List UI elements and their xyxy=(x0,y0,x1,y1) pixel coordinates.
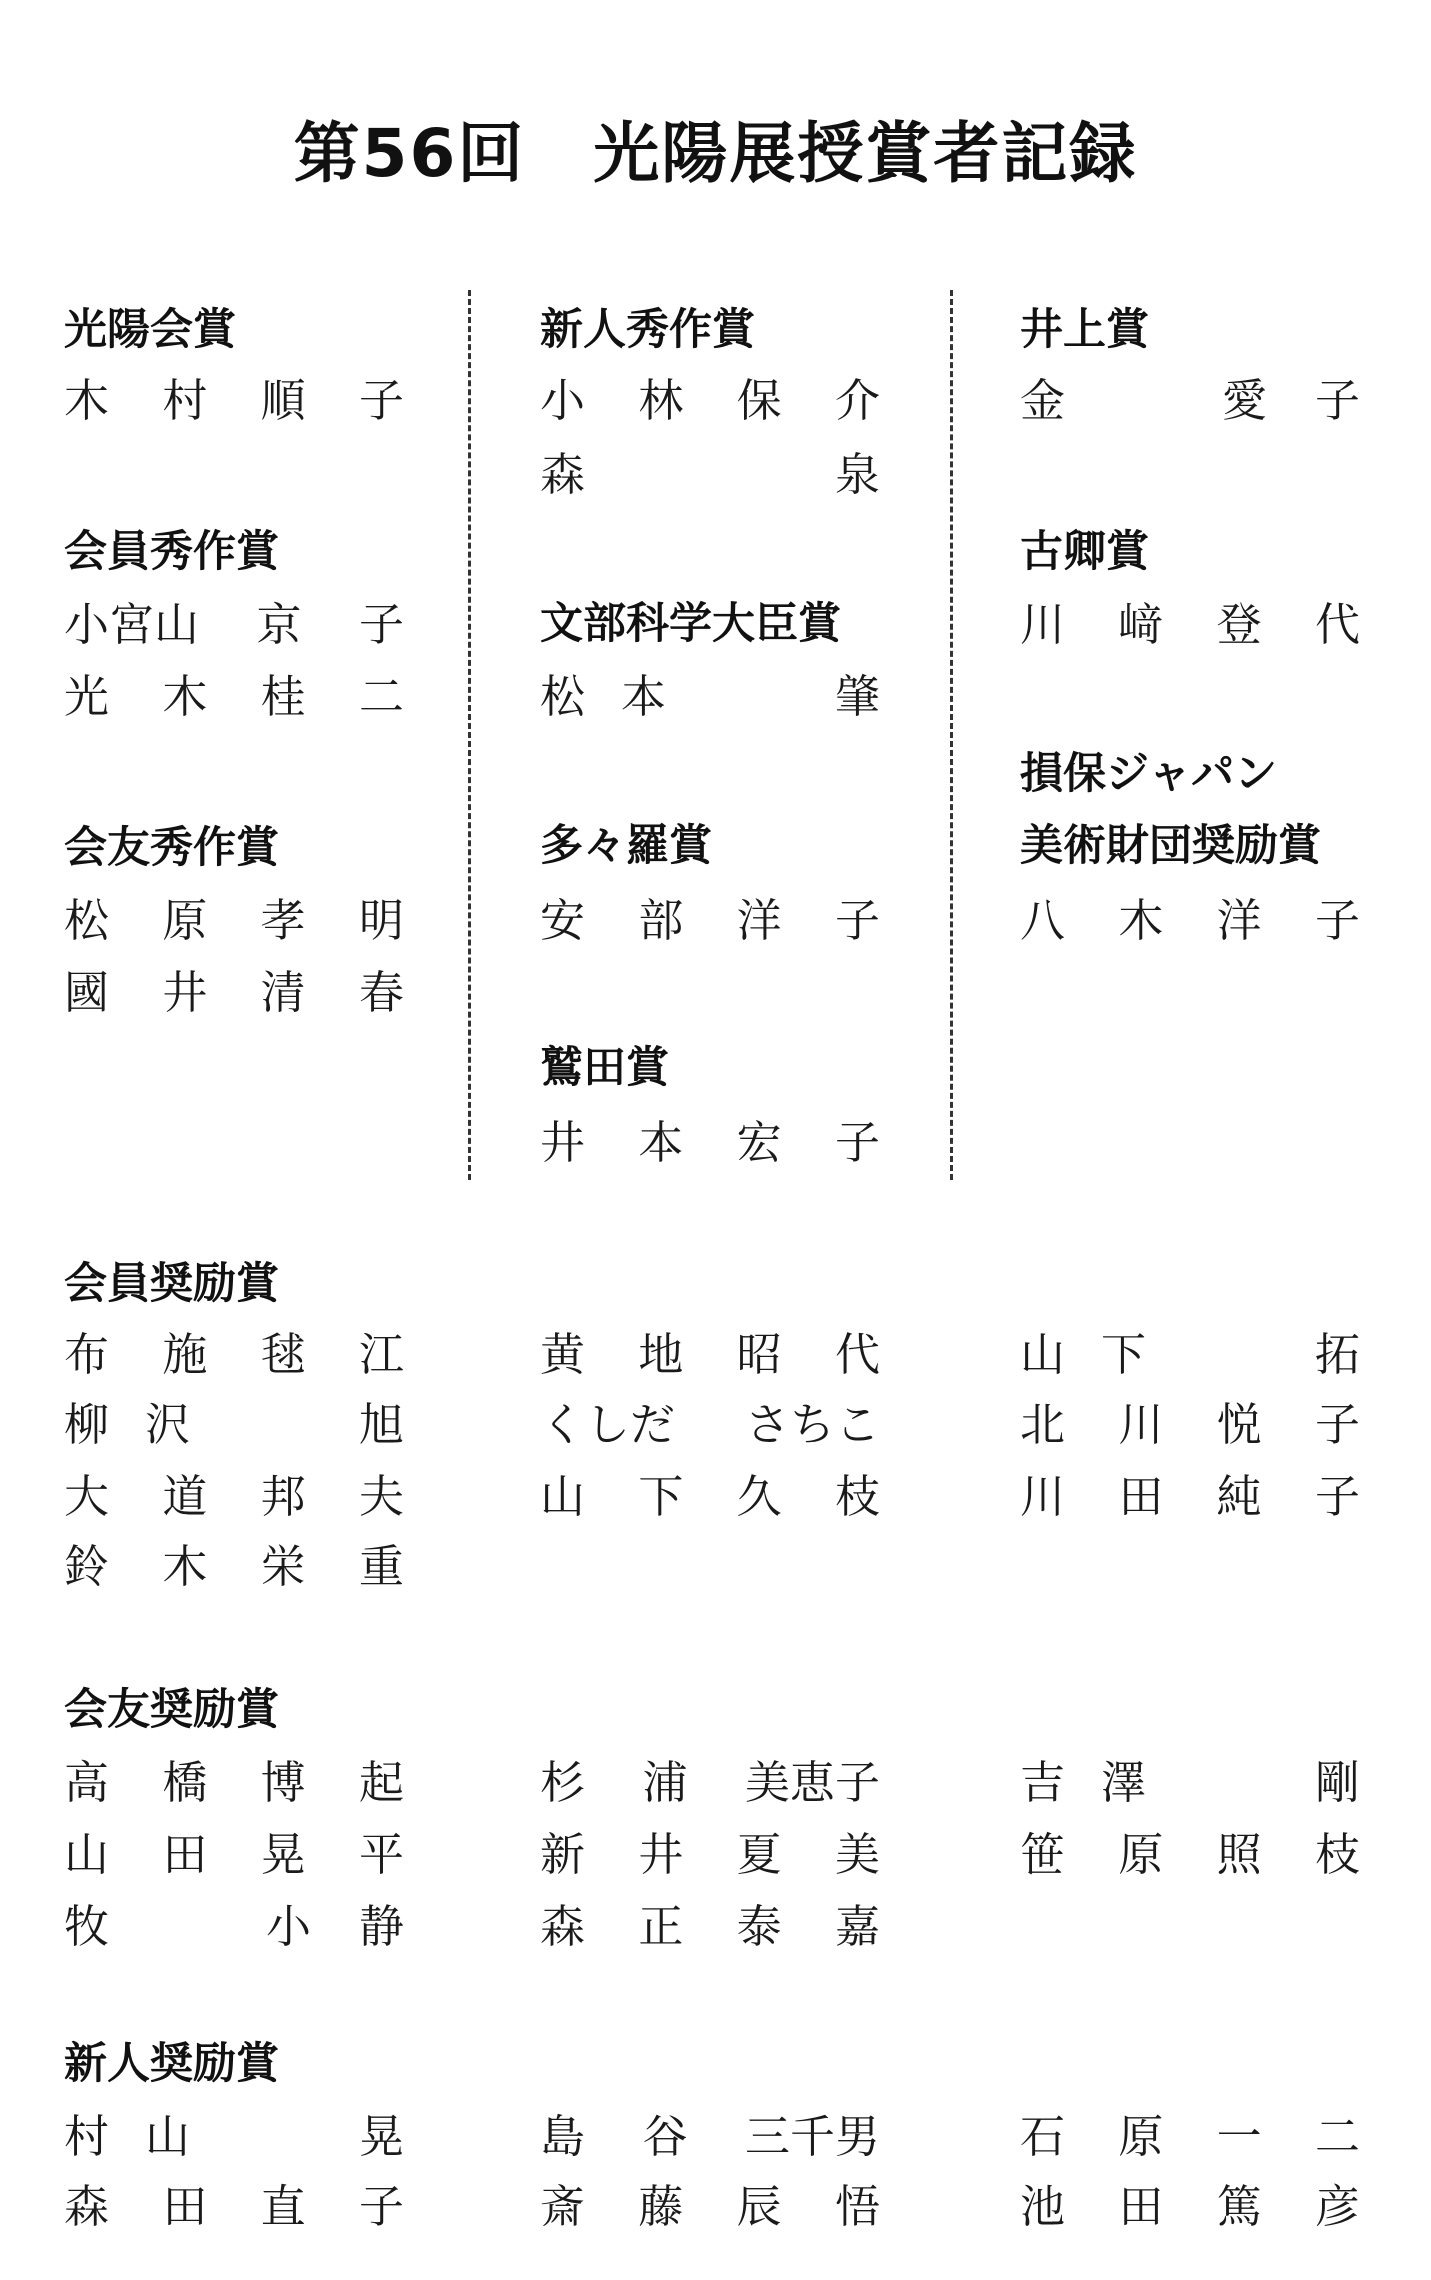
winner-name: 川 﨑 登 代 xyxy=(1020,598,1360,651)
winner-name: 安 部 洋 子 xyxy=(540,894,880,947)
winner-name: 森 泉 xyxy=(540,448,880,501)
winner-name: 斎 藤 辰 悟 xyxy=(540,2180,880,2233)
winner-name: 大 道 邦 夫 xyxy=(64,1470,404,1523)
winner-name: 森 田 直 子 xyxy=(64,2180,404,2233)
winner-name: 森 正 泰 嘉 xyxy=(540,1900,880,1953)
winner-name: 松 原 孝 明 xyxy=(64,894,404,947)
award-heading-member-encouragement: 会員奨励賞 xyxy=(64,1259,279,1309)
winner-name: 光 木 桂 二 xyxy=(64,670,404,723)
winner-name: 新 井 夏 美 xyxy=(540,1828,880,1881)
winner-name: 鈴 木 栄 重 xyxy=(64,1540,404,1593)
winner-name: 國 井 清 春 xyxy=(64,966,404,1019)
winner-name: 池 田 篤 彦 xyxy=(1020,2180,1360,2233)
winner-name: くしだ さちこ xyxy=(540,1398,880,1451)
award-heading-koyokai: 光陽会賞 xyxy=(64,305,236,355)
column-divider-right xyxy=(950,290,953,1180)
column-divider-left xyxy=(468,290,471,1180)
winner-name: 村 山 晃 xyxy=(64,2110,404,2163)
winner-name: 井 本 宏 子 xyxy=(540,1116,880,1169)
award-heading-tatara: 多々羅賞 xyxy=(540,821,712,871)
winner-name: 北 川 悦 子 xyxy=(1020,1398,1360,1451)
winner-name: 布 施 毬 江 xyxy=(64,1328,404,1381)
winner-name: 木 村 順 子 xyxy=(64,374,404,427)
award-heading-washida: 鷲田賞 xyxy=(540,1043,669,1093)
winner-name: 小宮山 京 子 xyxy=(64,598,404,651)
award-heading-sompo-line1: 損保ジャパン xyxy=(1020,749,1278,799)
winner-name: 高 橋 博 起 xyxy=(64,1756,404,1809)
winner-name: 松 本 肇 xyxy=(540,670,880,723)
winner-name: 小 林 保 介 xyxy=(540,374,880,427)
winner-name: 杉 浦 美恵子 xyxy=(540,1756,880,1809)
award-heading-kokyo: 古卿賞 xyxy=(1020,527,1149,577)
award-heading-inoue: 井上賞 xyxy=(1020,305,1149,355)
winner-name: 八 木 洋 子 xyxy=(1020,894,1360,947)
winner-name: 柳 沢 旭 xyxy=(64,1398,404,1451)
winner-name: 笹 原 照 枝 xyxy=(1020,1828,1360,1881)
award-heading-associate-excellence: 会友秀作賞 xyxy=(64,823,279,873)
winner-name: 川 田 純 子 xyxy=(1020,1470,1360,1523)
award-heading-mext-minister: 文部科学大臣賞 xyxy=(540,599,841,649)
award-heading-sompo-line2: 美術財団奨励賞 xyxy=(1020,821,1321,871)
award-heading-newcomer-encouragement: 新人奨励賞 xyxy=(64,2039,279,2089)
winner-name: 牧 小 静 xyxy=(64,1900,404,1953)
winner-name: 山 田 晃 平 xyxy=(64,1828,404,1881)
winner-name: 黄 地 昭 代 xyxy=(540,1328,880,1381)
winner-name: 山 下 久 枝 xyxy=(540,1470,880,1523)
award-heading-member-excellence: 会員秀作賞 xyxy=(64,527,279,577)
page-title: 第56回 光陽展授賞者記録 xyxy=(293,115,1138,192)
winner-name: 島 谷 三千男 xyxy=(540,2110,880,2163)
award-heading-associate-encouragement: 会友奨励賞 xyxy=(64,1685,279,1735)
winner-name: 吉 澤 剛 xyxy=(1020,1756,1360,1809)
winner-name: 金 愛 子 xyxy=(1020,374,1360,427)
winner-name: 山 下 拓 xyxy=(1020,1328,1360,1381)
award-heading-newcomer-excellence: 新人秀作賞 xyxy=(540,305,755,355)
winner-name: 石 原 一 二 xyxy=(1020,2110,1360,2163)
